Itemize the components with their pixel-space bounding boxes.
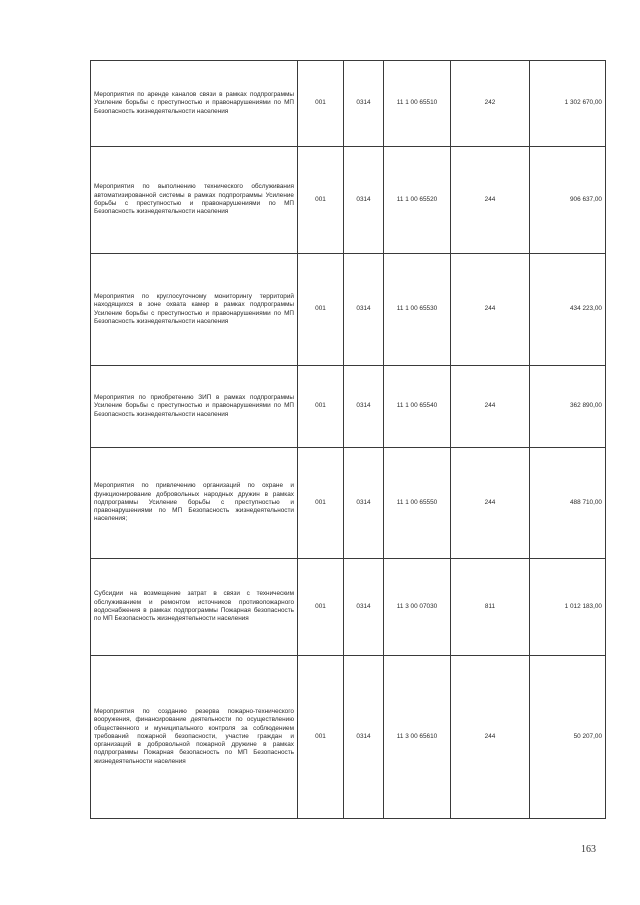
expense-type-code: 242 (451, 61, 530, 147)
amount-value: 434 223,00 (530, 254, 606, 366)
row-description: Мероприятия по круглосуточному мониторингу территорий находящихся в зоне охвата камер в рамках подпрограммы Усиление борьбы с преступностью и правонарушениями по МП Безопасность жизнедеятельности населения (91, 254, 298, 366)
amount-value: 1 012 183,00 (530, 559, 606, 656)
ministry-code: 001 (298, 559, 344, 656)
target-article-code: 11 3 00 07030 (384, 559, 451, 656)
budget-table (90, 60, 606, 819)
section-code: 0314 (344, 147, 384, 254)
section-code: 0314 (344, 656, 384, 819)
table-row (91, 366, 606, 448)
ministry-code: 001 (298, 61, 344, 147)
section-code: 0314 (344, 61, 384, 147)
table-row (91, 147, 606, 254)
amount-value: 488 710,00 (530, 448, 606, 559)
section-code: 0314 (344, 366, 384, 448)
target-article-code: 11 1 00 65550 (384, 448, 451, 559)
ministry-code: 001 (298, 448, 344, 559)
table-row (91, 656, 606, 819)
expense-type-code: 244 (451, 147, 530, 254)
table-row (91, 559, 606, 656)
section-code: 0314 (344, 448, 384, 559)
row-description: Субсидии на возмещение затрат в связи с техническим обслуживанием и ремонтом источников противопожарного водоснабжения в рамках подпрограммы Пожарная безопасность по МП Безопасность жизнедеятельности населения (91, 559, 298, 656)
target-article-code: 11 1 00 65530 (384, 254, 451, 366)
expense-type-code: 244 (451, 254, 530, 366)
amount-value: 1 302 670,00 (530, 61, 606, 147)
target-article-code: 11 1 00 65510 (384, 61, 451, 147)
page-number: 163 (581, 844, 596, 855)
table-row (91, 254, 606, 366)
table-row (91, 61, 606, 147)
expense-type-code: 811 (451, 559, 530, 656)
expense-type-code: 244 (451, 656, 530, 819)
row-description: Мероприятия по приобретению ЗИП в рамках подпрограммы Усиление борьбы с преступностью и правонарушениями по МП Безопасность жизнедеятельности населения (91, 366, 298, 448)
ministry-code: 001 (298, 254, 344, 366)
row-description: Мероприятия по аренде каналов связи в рамках подпрограммы Усиление борьбы с преступностью и правонарушениями по МП Безопасность жизнедеятельности населения (91, 61, 298, 147)
expense-type-code: 244 (451, 448, 530, 559)
ministry-code: 001 (298, 656, 344, 819)
table-row (91, 448, 606, 559)
ministry-code: 001 (298, 147, 344, 254)
section-code: 0314 (344, 559, 384, 656)
target-article-code: 11 1 00 65520 (384, 147, 451, 254)
row-description: Мероприятия по выполнению технического обслуживания автоматизированной системы в рамках подпрограммы Усиление борьбы с преступностью и правонарушениями по МП Безопасность жизнедеятельности населения (91, 147, 298, 254)
amount-value: 906 637,00 (530, 147, 606, 254)
amount-value: 50 207,00 (530, 656, 606, 819)
section-code: 0314 (344, 254, 384, 366)
row-description: Мероприятия по созданию резерва пожарно-технического вооружения, финансирование деятельности по осуществлению общественного и муниципального контроля за соблюдением требований пожарной безопасности, участие граждан и организаций в добровольной пожарной дружине в рамках подпрограммы Пожарная безопасность по МП Безопасность жизнедеятельности населения (91, 656, 298, 819)
target-article-code: 11 1 00 65540 (384, 366, 451, 448)
amount-value: 362 890,00 (530, 366, 606, 448)
target-article-code: 11 3 00 65610 (384, 656, 451, 819)
ministry-code: 001 (298, 366, 344, 448)
row-description: Мероприятия по привлечению организаций по охране и функционирование добровольных народных дружин в рамках подпрограммы Усиление борьбы с преступностью и правонарушениями по МП Безопасность жизнедеятельности населения; (91, 448, 298, 559)
expense-type-code: 244 (451, 366, 530, 448)
